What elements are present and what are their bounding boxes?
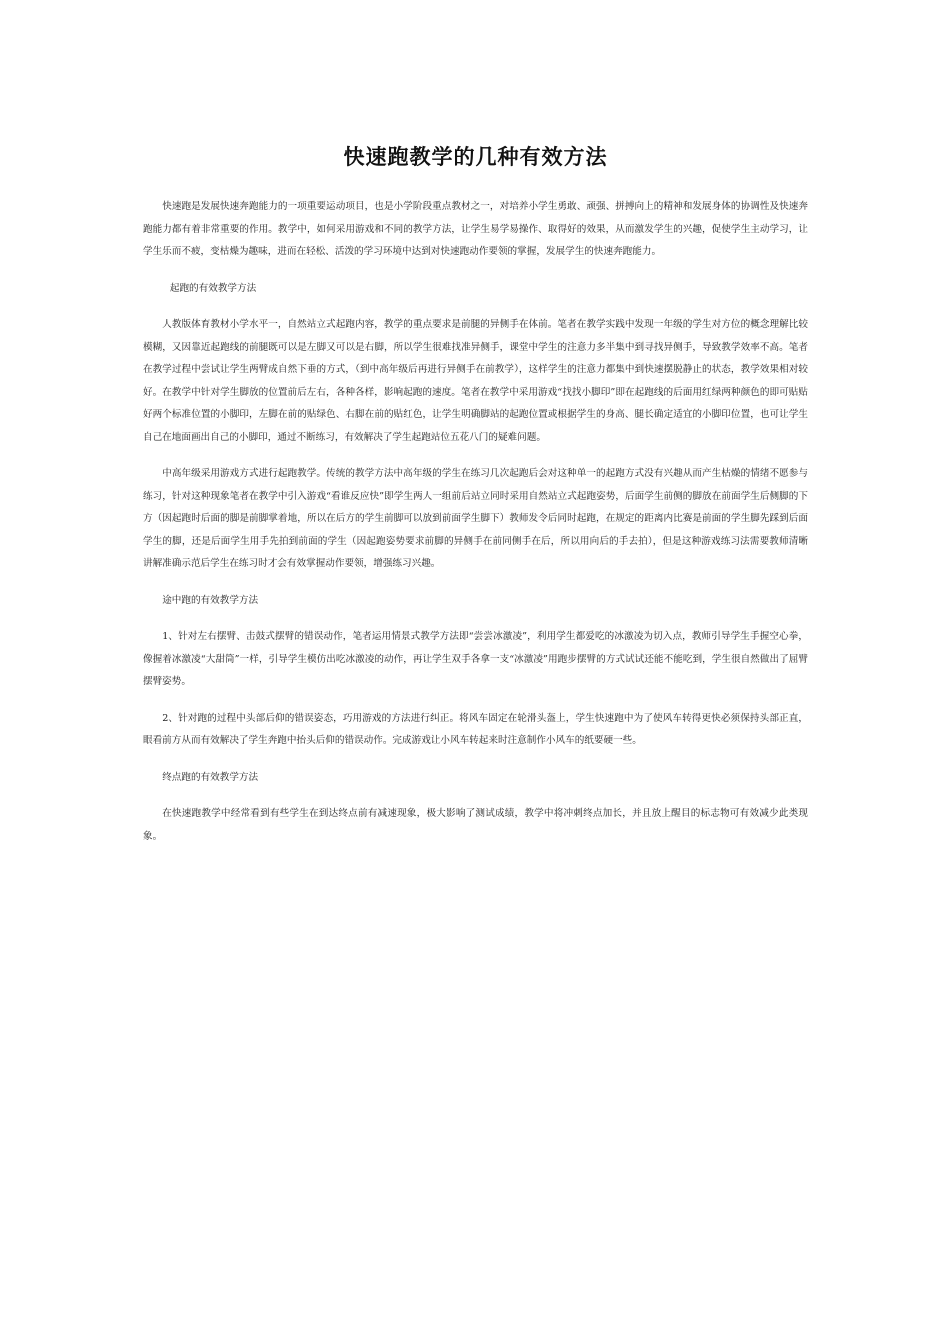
start-paragraph-2: 中高年级采用游戏方式进行起跑教学。传统的教学方法中高年级的学生在练习几次起跑后会对这种单一的起跑方式没有兴趣从而产生枯燥的情绪不愿参与练习，针对这种现象笔者在教学中引入游戏“看谁反应快”即学生两人一组前后站立同时采用自然站立式起跑姿势，后面学生前侧的脚放在前面学生后侧脚的下方（因起跑时后面的脚是前脚掌着地，所以在后方的学生前脚可以放到前面学生脚下）教师发令后同时起跑，在规定的距离内比赛是前面的学生脚先踩到后面学生的脚，还是后面学生用手先拍到前面的学生（因起跑姿势要求前脚的异侧手在前同侧手在后，所以用向后的手去拍），但是这种游戏练习法需要教师清晰讲解准确示范后学生在练习时才会有效掌握动作要领，增强练习兴趣。 (143, 468, 808, 569)
midway-paragraph-1: 1、针对左右摆臂、击鼓式摆臂的错误动作，笔者运用情景式教学方法即“尝尝冰激凌”，利用学生都爱吃的冰激凌为切入点，教师引导学生手握空心拳，像握着冰激凌“大甜筒”一样，引导学生模仿出吃冰激凌的动作，再让学生双手各拿一支“冰激凌”用跑步摆臂的方式试试还能不能吃到，学生很自然做出了屈臂摆臂姿势。 (143, 631, 808, 687)
intro-paragraph: 快速跑是发展快速奔跑能力的一项重要运动项目，也是小学阶段重点教材之一，对培养小学生勇敢、顽强、拼搏向上的精神和发展身体的协调性及快速奔跑能力都有着非常重要的作用。教学中，如何采用游戏和不同的教学方法，让学生易学易操作、取得好的效果，从而激发学生的兴趣，促使学生主动学习，让学生乐而不疲，变枯燥为趣味，进而在轻松、活泼的学习环境中达到对快速跑动作要领的掌握，发展学生的快速奔跑能力。 (143, 201, 808, 257)
section-heading-start: 起跑的有效教学方法 (169, 282, 257, 294)
start-paragraph-1: 人教版体育教材小学水平一，自然站立式起跑内容，教学的重点要求是前腿的异侧手在体前。笔者在教学实践中发现一年级的学生对方位的概念理解比较模糊，又因靠近起跑线的前腿既可以是左脚又可以是右脚，所以学生很难找准异侧手，课堂中学生的注意力多半集中到寻找异侧手，导致教学效率不高。笔者在教学过程中尝试让学生两臂成自然下垂的方式，（到中高年级后再进行异侧手在前教学），这样学生的注意力都集中到快速摆脱静止的状态，教学效果相对较好。在教学中针对学生脚放的位置前后左右，各种各样，影响起跑的速度。笔者在教学中采用游戏“找找小脚印”即在起跑线的后面用红绿两种颜色的即可贴贴好两个标准位置的小脚印，左脚在前的贴绿色、右脚在前的贴红色，让学生明确脚站的起跑位置或根据学生的身高、腿长确定适宜的小脚印位置，也可让学生自己在地面画出自己的小脚印，通过不断练习，有效解决了学生起跑站位五花八门的疑难问题。 (143, 319, 808, 443)
document-page (143, 140, 808, 862)
document-title: 快速跑教学的几种有效方法 (343, 145, 608, 169)
midway-paragraph-2: 2、针对跑的过程中头部后仰的错误姿态，巧用游戏的方法进行纠正。将风车固定在轮滑头盔上，学生快速跑中为了使风车转得更快必须保持头部正直，眼看前方从而有效解决了学生奔跑中抬头后仰的错误动作。完成游戏让小风车转起来时注意制作小风车的纸要硬一些。 (143, 712, 808, 746)
section-heading-midway: 途中跑的有效教学方法 (162, 594, 259, 606)
section-heading-finish: 终点跑的有效教学方法 (162, 771, 259, 783)
finish-paragraph-1: 在快速跑教学中经常看到有些学生在到达终点前有减速现象，极大影响了测试成绩，教学中将冲刺终点加长，并且放上醒目的标志物可有效减少此类现象。 (143, 808, 808, 842)
